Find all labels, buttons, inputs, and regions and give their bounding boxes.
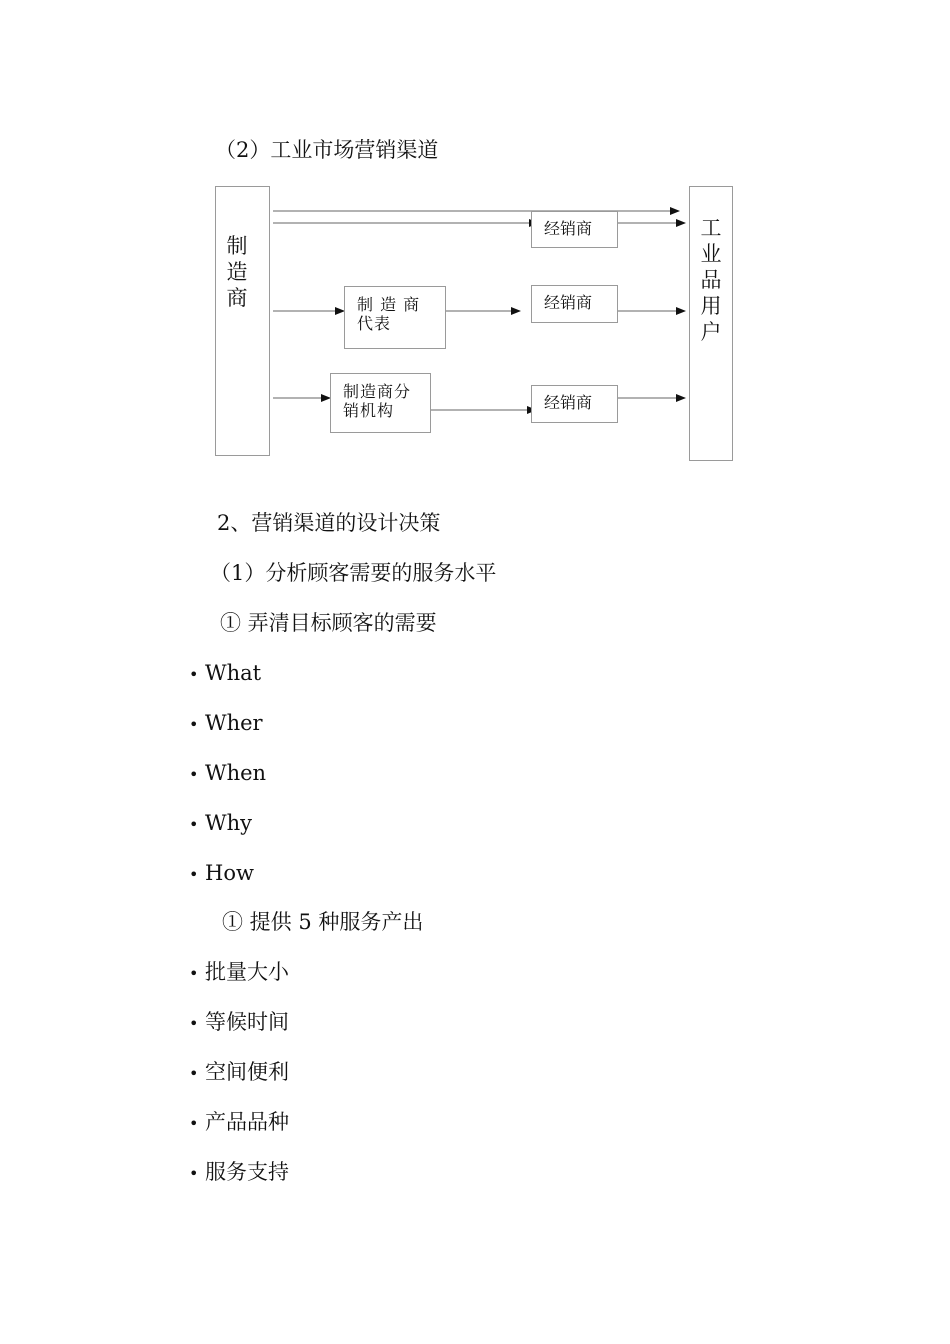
bullet-icon: •: [189, 1114, 199, 1133]
list-item: [189, 1159, 289, 1187]
item-service-outputs: ① 提供 5 种服务产出: [222, 910, 424, 934]
bullet-icon: •: [189, 865, 199, 884]
manufacturer-rep-box: [344, 286, 446, 349]
list-item-text: 产品品种: [205, 1110, 289, 1134]
manufacturer-branch-box: [330, 373, 431, 433]
bullet-icon: •: [189, 815, 199, 834]
list-item: [189, 1059, 289, 1087]
heading-service-level: （1）分析顾客需要的服务水平: [210, 561, 497, 585]
industrial-user-box: [689, 186, 733, 461]
bullet-icon: •: [189, 765, 199, 784]
list-item: [189, 810, 252, 838]
dealer-label-3: 经销商: [544, 393, 593, 412]
list-item: [189, 760, 266, 788]
section-title: （2）工业市场营销渠道: [215, 138, 439, 162]
manufacturer-box: [215, 186, 270, 456]
list-item-text: 等候时间: [205, 1010, 289, 1034]
list-item: [189, 860, 254, 888]
list-item-text: When: [205, 761, 267, 785]
dealer-box-3: [531, 385, 618, 423]
dealer-box-2: [531, 285, 618, 323]
list-item-text: 空间便利: [205, 1060, 289, 1084]
manufacturer-rep-label: 制 造 商代表: [357, 295, 421, 333]
dealer-box-1: [531, 211, 618, 248]
bullet-icon: •: [189, 1164, 199, 1183]
heading-design-decision: 2、营销渠道的设计决策: [217, 511, 441, 535]
bullet-icon: •: [189, 964, 199, 983]
list-item: [189, 1109, 289, 1137]
list-item: [189, 660, 261, 688]
bullet-icon: •: [189, 665, 199, 684]
bullet-icon: •: [189, 1064, 199, 1083]
list-item-text: 服务支持: [205, 1160, 289, 1184]
list-item-text: Wher: [205, 711, 263, 735]
list-item: [189, 1009, 289, 1037]
manufacturer-label: 制造商: [226, 234, 248, 310]
list-item-text: Why: [205, 811, 252, 835]
dealer-label-2: 经销商: [544, 293, 593, 312]
list-item: [189, 959, 289, 987]
item-identify-needs: ① 弄清目标顾客的需要: [220, 611, 437, 635]
industrial-user-label: 工业品用户: [700, 216, 722, 344]
list-item-text: What: [205, 661, 262, 685]
list-item-text: 批量大小: [205, 960, 289, 984]
bullet-icon: •: [189, 715, 199, 734]
bullet-icon: •: [189, 1014, 199, 1033]
dealer-label-1: 经销商: [544, 219, 593, 238]
list-item-text: How: [205, 861, 254, 885]
manufacturer-branch-label: 制造商分销机构: [343, 382, 412, 420]
list-item: [189, 710, 263, 738]
diagram-arrows: [0, 0, 950, 500]
